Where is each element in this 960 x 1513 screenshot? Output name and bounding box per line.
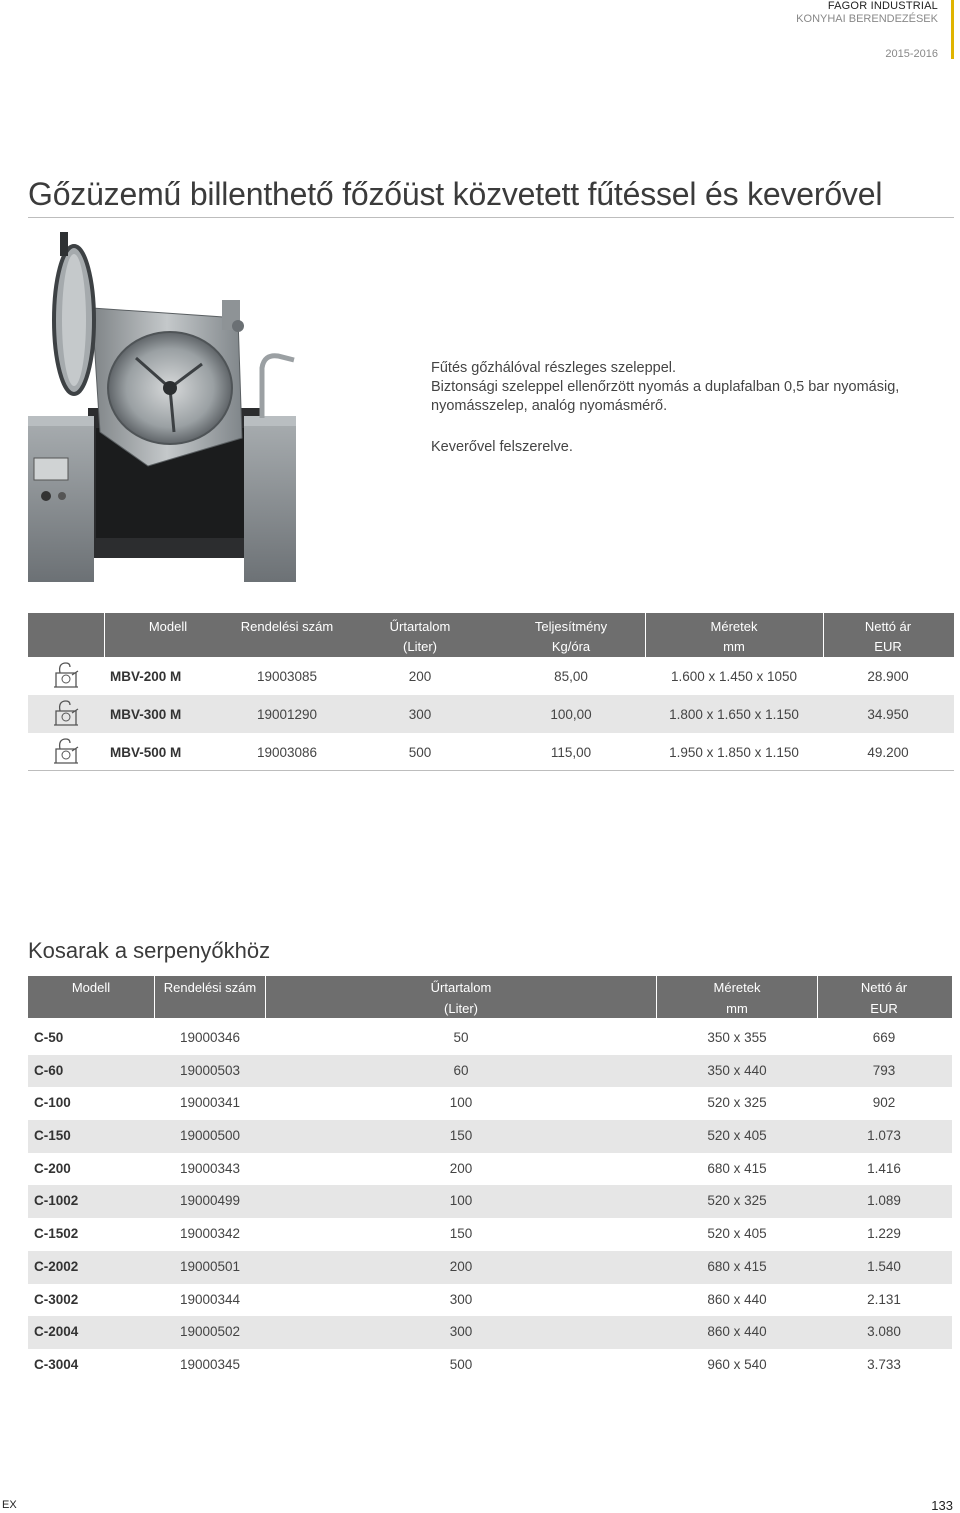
header-capacity-unit: (Liter) — [403, 639, 437, 654]
cell-dims: 350 x 355 — [707, 1030, 767, 1045]
table-bottom-rule — [28, 770, 954, 771]
header-model: Modell — [71, 980, 111, 995]
description-line: Keverővel felszerelve. — [431, 439, 573, 455]
header-dims: Méretek — [713, 980, 761, 995]
table-body — [28, 1022, 952, 1382]
header-capacity: Űrtartalom — [430, 980, 492, 995]
table-row — [28, 1055, 952, 1088]
column-divider — [656, 976, 657, 1018]
section-title: Kosarak a serpenyőkhöz — [28, 938, 271, 963]
table-row — [28, 1251, 952, 1284]
cell-order: 19000344 — [179, 1291, 241, 1307]
cell-price: 1.416 — [867, 1160, 901, 1176]
cell-order: 19000343 — [179, 1160, 241, 1176]
header-model: Modell — [148, 619, 188, 634]
column-divider — [817, 976, 818, 1018]
footer-label: EX — [2, 1499, 17, 1511]
cell-price: 669 — [872, 1030, 896, 1045]
header-order: Rendelési szám — [240, 619, 334, 634]
column-divider — [104, 613, 105, 657]
cell-dims: 1.950 x 1.850 x 1.150 — [669, 745, 799, 760]
cell-dims: 520 x 405 — [707, 1128, 767, 1144]
page-number: 133 — [931, 1498, 953, 1513]
cell-order: 19000500 — [179, 1128, 241, 1144]
brand-block — [796, 0, 938, 26]
cell-order: 19000345 — [179, 1356, 241, 1372]
cell-dims: 350 x 440 — [707, 1062, 767, 1078]
column-divider — [645, 613, 646, 657]
brand-accent-bar — [951, 0, 954, 59]
cell-order: 19000346 — [179, 1030, 241, 1045]
cell-price: 2.131 — [867, 1291, 901, 1307]
cell-order: 19003085 — [256, 669, 318, 684]
tilting-kettle-pictogram — [50, 697, 82, 731]
cell-price: 3.080 — [867, 1324, 901, 1340]
cell-dims: 860 x 440 — [707, 1291, 767, 1307]
table-header — [28, 613, 954, 657]
cell-model: C-2004 — [34, 1324, 79, 1340]
table-row — [28, 1349, 952, 1382]
cell-price: 1.540 — [867, 1258, 901, 1274]
cell-order: 19000342 — [179, 1226, 241, 1242]
cell-power: 85,00 — [554, 669, 588, 684]
cell-model: MBV-200 M — [110, 669, 182, 684]
cell-price: 902 — [872, 1095, 896, 1111]
header-price-unit: EUR — [870, 1001, 898, 1016]
cell-order: 19000499 — [179, 1193, 241, 1209]
cell-price: 1.073 — [867, 1128, 901, 1144]
cell-model: C-3002 — [34, 1291, 79, 1307]
brand-subtitle: KONYHAI BERENDEZÉSEK — [796, 13, 938, 25]
table-row — [28, 1120, 952, 1153]
product-description — [431, 359, 951, 457]
cell-model: C-50 — [34, 1030, 64, 1045]
cell-capacity: 200 — [449, 1160, 473, 1176]
catalog-year: 2015-2016 — [885, 48, 938, 60]
cell-price: 793 — [872, 1062, 896, 1078]
cell-dims: 520 x 325 — [707, 1095, 767, 1111]
cell-order: 19000501 — [179, 1258, 241, 1274]
cell-model: MBV-300 M — [110, 707, 182, 722]
table-row — [28, 1153, 952, 1186]
header-power: Teljesítmény — [534, 619, 608, 634]
cell-order: 19000502 — [179, 1324, 241, 1340]
cell-dims: 860 x 440 — [707, 1324, 767, 1340]
description-line: Fűtés gőzhálóval részleges szeleppel. — [431, 360, 677, 376]
cell-capacity: 500 — [408, 745, 432, 760]
header-dims: Méretek — [710, 619, 758, 634]
cell-model: C-150 — [34, 1128, 71, 1144]
cell-dims: 680 x 415 — [707, 1160, 767, 1176]
cell-model: C-100 — [34, 1095, 71, 1111]
cell-price: 1.089 — [867, 1193, 901, 1209]
cell-capacity: 500 — [449, 1356, 473, 1372]
table-row — [28, 657, 954, 695]
header-capacity-unit: (Liter) — [444, 1001, 478, 1016]
table-row — [28, 1185, 952, 1218]
tilting-kettle-pictogram — [50, 659, 82, 693]
table-row — [28, 1284, 952, 1317]
cell-capacity: 200 — [408, 669, 432, 684]
cell-capacity: 100 — [449, 1193, 473, 1209]
cell-price: 1.229 — [867, 1226, 901, 1242]
cell-capacity: 60 — [453, 1062, 469, 1078]
cell-capacity: 300 — [408, 707, 432, 722]
cell-capacity: 150 — [449, 1128, 473, 1144]
basket-table — [28, 976, 952, 1382]
cell-power: 115,00 — [550, 745, 592, 760]
cell-capacity: 100 — [449, 1095, 473, 1111]
cell-model: C-1502 — [34, 1226, 79, 1242]
cell-model: C-1002 — [34, 1193, 79, 1209]
cell-dims: 520 x 325 — [707, 1193, 767, 1209]
cell-price: 49.200 — [867, 745, 909, 760]
cell-model: C-60 — [34, 1062, 64, 1078]
header-capacity: Űrtartalom — [389, 619, 451, 634]
column-divider — [823, 613, 824, 657]
table-row — [28, 1087, 952, 1120]
table-header — [28, 976, 952, 1018]
header-dims-unit: mm — [723, 639, 745, 654]
tilting-kettle-pictogram — [50, 735, 82, 769]
cell-capacity: 150 — [449, 1226, 473, 1242]
cell-price: 34.950 — [867, 707, 909, 722]
description-line: Biztonsági szeleppel ellenőrzött nyomás a duplafalban 0,5 bar nyomásig, nyomásszelep, analóg nyomásmérő. — [431, 379, 900, 414]
header-price-unit: EUR — [874, 639, 902, 654]
table-row — [28, 695, 954, 733]
table-row — [28, 1316, 952, 1349]
table-row — [28, 733, 954, 771]
header-dims-unit: mm — [726, 1001, 748, 1016]
cell-model: C-3004 — [34, 1356, 79, 1372]
cell-dims: 680 x 415 — [707, 1258, 767, 1274]
cell-dims: 960 x 540 — [707, 1356, 767, 1372]
cell-dims: 1.600 x 1.450 x 1050 — [670, 669, 798, 684]
cell-capacity: 200 — [449, 1258, 473, 1274]
kettle-table — [28, 613, 954, 771]
column-divider — [154, 976, 155, 1018]
tilting-kettle-photo — [26, 228, 298, 590]
table-row — [28, 1022, 952, 1055]
cell-capacity: 300 — [449, 1291, 473, 1307]
cell-capacity: 50 — [453, 1030, 469, 1045]
column-divider — [265, 976, 266, 1018]
title-divider — [28, 217, 954, 218]
table-row — [28, 1218, 952, 1251]
cell-power: 100,00 — [550, 707, 592, 722]
header-order: Rendelési szám — [163, 980, 257, 995]
header-power-unit: Kg/óra — [551, 639, 591, 654]
page-title: Gőzüzemű billenthető főzőüst közvetett fűtéssel és keverővel — [28, 176, 883, 212]
cell-price: 28.900 — [867, 669, 909, 684]
cell-model: C-2002 — [34, 1258, 79, 1274]
cell-model: C-200 — [34, 1160, 71, 1176]
cell-order: 19000503 — [179, 1062, 241, 1078]
cell-model: MBV-500 M — [110, 745, 182, 760]
brand-name: FAGOR INDUSTRIAL — [827, 0, 938, 12]
header-price: Nettó ár — [860, 980, 908, 995]
cell-order: 19001290 — [256, 707, 318, 722]
cell-price: 3.733 — [867, 1356, 901, 1372]
cell-capacity: 300 — [449, 1324, 473, 1340]
cell-dims: 1.800 x 1.650 x 1.150 — [669, 707, 799, 722]
cell-order: 19000341 — [179, 1095, 241, 1111]
cell-dims: 520 x 405 — [707, 1226, 767, 1242]
cell-order: 19003086 — [256, 745, 318, 760]
header-price: Nettó ár — [864, 619, 912, 634]
